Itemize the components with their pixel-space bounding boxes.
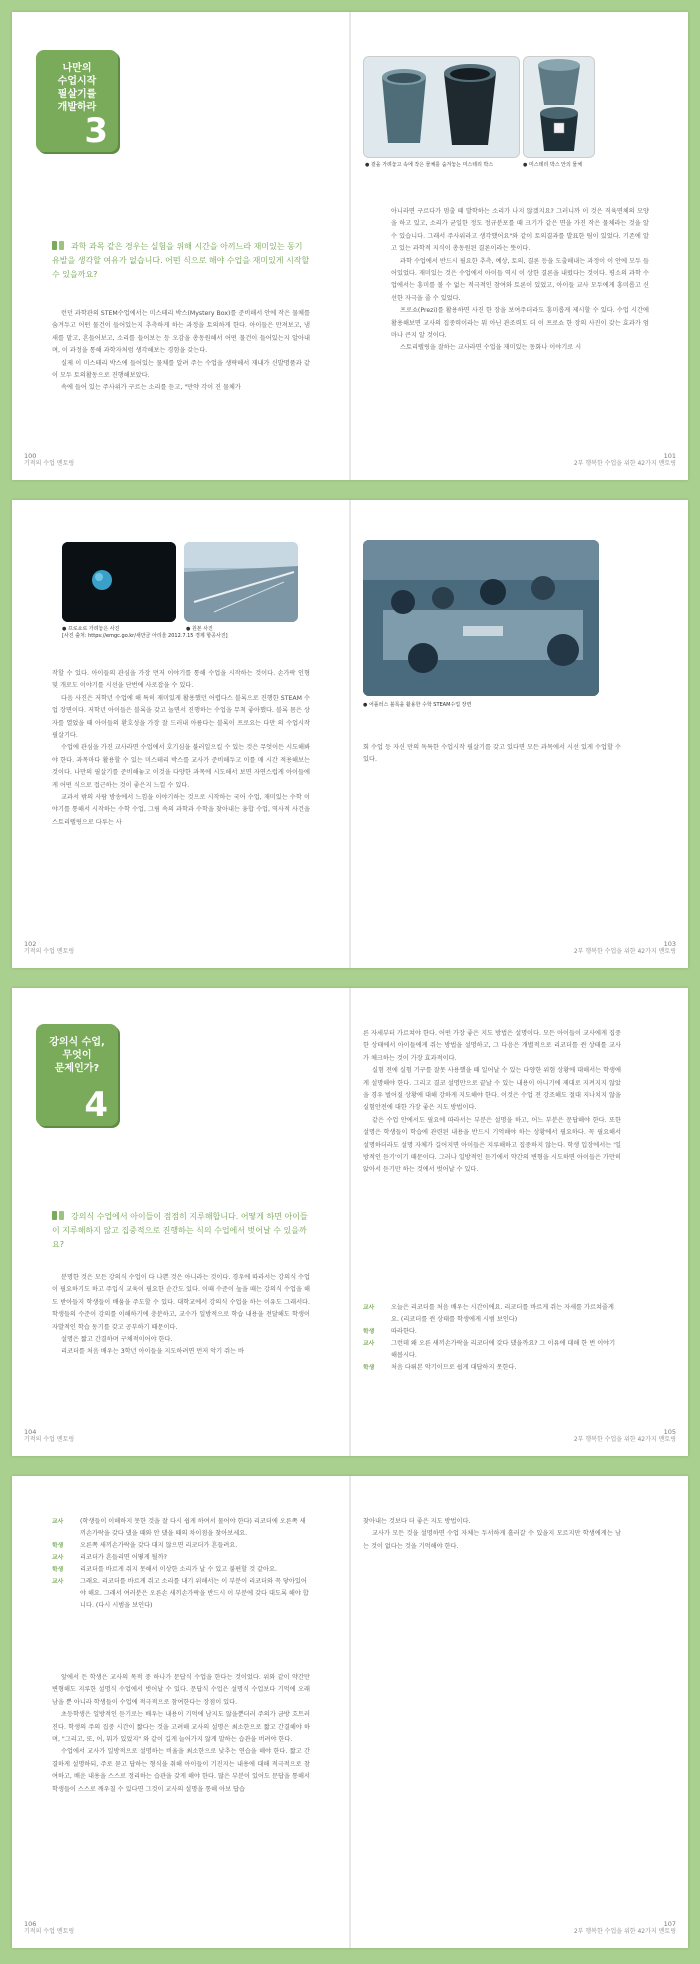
page-number: 103 [663,940,676,948]
page-103 [351,500,688,968]
paragraph: 교사가 모든 것을 설명하면 수업 자체는 두서하게 흘러갈 수 있을지 모르지만 학생에게는 남는 것이 없다는 것을 기억해야 한다. [363,1530,621,1550]
page-100 [12,12,349,480]
body-text [52,1672,310,1796]
prezi-masked-photo [62,542,176,622]
page-105 [351,988,688,1456]
page-102 [12,500,349,968]
spread-3 [12,988,688,1456]
photo-caption: ● 원본 사진 [186,626,213,632]
dialogue-line [363,1326,621,1338]
folio [24,940,74,956]
paragraph: 실제 이 미스테리 박스에 들어있는 물체를 알려 주는 수업을 생략해서 재내가 신발명품과 같이 모두 토의활동으로 진행해보았다. [52,359,310,380]
dialogue-text: 리코더가 흔들리면 어떻게 될까? [80,1554,167,1561]
dialogue-line [52,1552,310,1564]
running-head: 2부 행복한 수업을 위한 42가지 멘토링 [573,1436,676,1443]
spread-1 [12,12,688,480]
dialogue-block [363,1302,621,1374]
paragraph: 실험 전에 실험 기구를 잘못 사용했을 때 일어날 수 있는 다양한 위험 상황에 대해서는 학생에게 설명해야 한다. 그리고 결코 설명만으로 끝날 수 있는 내용이 아니기에 제대로 지켜지지 않았을 경우 벌어질 상황에 대해 강하게 지도해야 한다. 이것은 수업 전 강조해도 절대 지나치지 않을 실험안전에 대한 가장 좋은 지도 방법이다. [363,1067,621,1112]
question-mark-icon [52,241,67,250]
dialogue-line [363,1338,621,1362]
lead-question [52,1210,310,1252]
speaker-label: 학생 [52,1543,64,1549]
chapter-number: 4 [84,1085,108,1125]
running-head: 기적의 수업 멘토링 [24,1436,75,1443]
paragraph: 설명은 짧고 간결하며 구체적이어야 한다. [61,1336,173,1344]
dialogue-text: (학생들이 이해하지 못한 것을 잘 다시 쉽게 하여서 물어야 한다) 리코더에 오른쪽 새끼손가락을 갖다 댔을 때와 안 댔을 때의 차이점을 찾아보세요. [80,1518,306,1537]
page-number: 105 [663,1428,676,1436]
photo-caption: ● 미스테리 박스 안의 물체 [523,162,583,168]
paragraph: 수업에 관심을 가진 교사라면 수업에서 호기심을 불러일으킬 수 있는 것은 무엇이든 시도해봐야 한다. 과목마다 활용할 수 있는 미스테리 박스를 교사가 준비해두고 이를 매 시간 적용해보는 것이다. 나만의 필살기를 준비해놓고 이것을 다양한 과목에 시도해서 보면 자연스럽게 아이들에게 어떤 식으로 접근하는 것이 좋은지 느낄 수 있다. [52,744,310,789]
spread-2 [12,500,688,968]
paragraph: 프로쇼(Prezi)를 활용하면 사진 한 장을 보여주더라도 흥미롭게 제시할 수 있다. 수업 시간에 활용해보면 교사의 집중력이라는 뭐 아닌 관조력도 더 이 프로쇼 한 장의 사진이 갖는 효과가 엄마나 큰지 알 것이다. [391,307,649,340]
dialogue-block [52,1516,310,1612]
chapter-title: 강의식 수업, 무엇이 문제인가? [49,1037,105,1074]
body-text [363,1028,621,1177]
page-107 [351,1476,688,1948]
paragraph: 작할 수 있다. 아이들의 관심을 가장 먼저 이야기를 통해 수업을 시작하는 것이다. 손가락 인형 및 개로도 이야기를 시선을 단번에 사로잡을 수 있다. [52,670,310,690]
paragraph: 찾아내는 것보다 더 좋은 지도 방법이다. [363,1518,471,1525]
speaker-label: 교사 [52,1519,64,1525]
photo-caption: ● 겉을 가려놓고 속에 작은 물체를 숨겨놓는 미스테리 박스 [365,162,494,168]
folio [574,452,676,468]
original-aerial-photo [184,542,298,622]
chapter-number: 3 [84,111,108,151]
body-text [391,206,649,355]
page-number: 102 [24,940,37,948]
dialogue-line [52,1564,310,1576]
folio [24,452,74,468]
folio [24,1920,74,1936]
spread-4 [12,1476,688,1948]
running-head: 기적의 수업 멘토링 [24,460,75,467]
chapter-badge [36,50,118,152]
body-text [52,668,310,829]
lead-question-text: 과학 과목 같은 경우는 실험을 위해 시간을 아끼느라 재미있는 동기 유발을 생각할 여유가 없습니다. 어떤 식으로 해야 수업을 재미있게 시작할 수 있을까요? [52,242,310,279]
speaker-label: 학생 [363,1329,375,1335]
folio [574,1920,676,1936]
page-number: 104 [24,1428,37,1436]
folio [24,1428,74,1444]
page-number: 106 [24,1920,37,1928]
folio [574,940,676,956]
photo-caption: ● 어플러스 블록을 활용한 수학 STEAM수업 장면 [363,702,472,708]
speaker-label: 교사 [363,1341,375,1347]
paragraph: 초등학생은 일방적인 듣기로는 배우는 내용이 기억에 남지도 않을뿐더러 주의가 금방 흐트러진다. 학생의 주의 집중 시간이 짧다는 것을 고려해 교사의 설명은 최소한으로 짧고 간결해야 하며, "그리고, 또, 어, 뭐가 있었지" 와 같이 길게 늘어가지 않게 말하는 습관을 버려야 한다. [52,1711,310,1744]
paragraph: 수업에서 교사가 일방적으로 설명하는 비율을 최소한으로 낮추는 연습을 해야 한다. 짧고 간결하게 설명하되, 주로 묻고 답하는 형식을 취해 아이들이 기진지는 내용에 대해 적극적으로 참여하고, 배운 내용을 스스로 정리하는 습관을 갖게 해야 한다. 많은 부분이 있어도 문답을 통해서 학생들이 스스로 깨우칠 수 있다면 그것이 교사의 설명을 통해 아보 답습 [52,1748,310,1793]
lead-question [52,240,310,282]
page-101 [351,12,688,480]
speaker-label: 학생 [52,1567,64,1573]
dialogue-line [363,1362,621,1374]
classroom-photo [363,540,599,696]
paragraph: 스토리텔링을 잘하는 교사라면 수업을 재미있는 동화나 이야기로 시 [400,344,582,352]
dialogue-text: 오늘은 리코더를 처음 배우는 시간이에요. 리코더를 바르게 쥐는 자세를 가르쳐줄게요. (리코더를 쥔 상태를 학생에게 시범 보인다) [391,1304,614,1323]
paragraph: 교과서 밖의 사람 방송에서 느낌을 이야기하는 것으로 시작하는 국어 수업, 재미있는 수학 이야기를 통해서 시작하는 수학 수업, 그림 속의 과학과 수학을 찾아내는 융합 수업, 역사적 사건을 스토리텔링으로 다루는 사 [52,794,310,826]
page-106 [12,1476,349,1948]
dialogue-text: 처음 다뤄본 악기이므로 쉽게 대답하지 못한다. [391,1364,517,1371]
paragraph: 과학 수업에서 반드시 필요한 추측, 예상, 토의, 결론 등을 도출해내는 과정이 이 안에 모두 들어있었다. 재미있는 것은 수업에서 아이들 역시 이 상한 결론을 내렸다는 것이다. 평소의 과학 수업에서는 흥미를 볼 수 없는 적극적인 참여와 토론이 있었고, 아이들 교사 모두에게 흥미롭고 신선한 자극을 줄 수 있었다. [391,257,649,302]
speaker-label: 교사 [52,1555,64,1561]
paragraph: 회 수업 등 자신 만의 독특한 수업시작 필살기를 갖고 있다면 모든 과목에서 시선 있게 수업할 수 있다. [363,744,621,764]
photo-caption: ● 프로쇼로 가려놓은 사진 [사진 출처: https://emgc.go.kr/새만금 아리울 2012.7.15 경제 항공사진] [62,626,228,639]
mystery-box-photo [363,56,520,158]
dialogue-text: 리코더를 바르게 쥐지 못해서 이상한 소리가 날 수 있고 불편할 것 같아요. [80,1566,277,1573]
page-number: 100 [24,452,37,460]
paragraph: 속에 들어 있는 주사위가 구르는 소리를 듣고, "만약 각이 진 물체가 [61,384,241,392]
dialogue-line [52,1516,310,1540]
dialogue-text: 그래요. 리코더를 바르게 쥐고 소리를 내기 위해서는 이 부분이 리코더와 꼭 닿아있어야 해요. 그래서 여러분은 오른손 새끼손가락을 반드시 이 부분에 갖다 대도록 해야 합니다. (다시 시범을 보인다) [80,1578,309,1609]
dialogue-text: 따라한다. [391,1328,417,1335]
body-text [363,742,621,767]
running-head: 기적의 수업 멘토링 [24,948,75,955]
folio [574,1428,676,1444]
dialogue-line [52,1576,310,1612]
body-text [52,308,310,395]
paragraph: 런던 과학관의 STEM수업에서는 미스테리 박스(Mystery Box)를 준비해서 안에 작은 물체를 숨겨두고 어떤 물건이 들어있는지 추측하게 하는 과정을 토의하게 한다. 아이들은 만져보고, 냄새를 맡고, 흔들어보고, 소리를 들어보는 등 오감을 총동원해서 어떤 물건이 들어있는지 알아내며, 이 과정을 통해 과학자처럼 생각해보는 경험을 갖는다. [52,310,310,355]
speaker-label: 학생 [363,1365,375,1371]
paragraph: 다음 사진은 저학년 수업에 해 특히 재미있게 활용했던 어렵다스 블록으로 진행한 STEAM 수업 장면이다. 저학년 아이들은 블록을 갖고 놀면서 진행하는 수업을 무척 좋아했다. 블록 몸은 상자를 열었을 때 아이들의 환호성을 가장 잘 드러내 아름다는 블록이 프로요는 다만 의 수업시작 필살기다. [52,694,310,740]
speaker-label: 교사 [363,1305,375,1311]
running-head: 2부 행복한 수업을 위한 42가지 멘토링 [573,460,676,467]
body-text [52,1272,310,1359]
dialogue-text: 오른쪽 새끼손가락을 갖다 대지 않으면 리코더가 흔들려요. [80,1542,238,1549]
paragraph: 앞에서 든 학생은 교사의 목적 중 하나가 문답식 수업을 한다는 것이었다. 위와 같이 약간만 변형해도 지루한 설명식 수업에서 벗어날 수 있다. 문답식 수업은 설명식 수업보다 기억에 오래 남을 뿐 아니라 학생들이 수업에 적극적으로 참여한다는 장점이 있다. [52,1674,310,1706]
question-mark-icon [52,1211,67,1220]
mystery-box-inside-photo [523,56,595,158]
body-text [363,1516,621,1553]
running-head: 2부 행복한 수업을 위한 42가지 멘토링 [573,1928,676,1935]
paragraph: 아니라면 구르다가 멈출 때 발학하는 소리가 나지 않겠지요? 그러니까 이 것은 직육면체의 모양을 하고 있고, 소리가 균일한 정도 정규분포를 때 크기가 같은 면을 가진 작은 물체라는 것을 알 수 있습니다. 그래서 주사위라고 생각했어요"와 같이 토의결과를 발표한 팀이 있었다. 기존에 알고 있는 과학적 지식이 총동원된 결론이라는 뜻이다. [391,208,649,253]
chapter-title: 나만의 수업시작 필살기를 개발하라 [57,63,97,113]
page-number: 101 [663,452,676,460]
paragraph: 른 자세부터 가르쳐야 한다. 어떤 가장 좋은 지도 방법은 설명이다. 모든 아이들이 교사에게 집중한 상태에서 아이들에게 쥐는 방법을 설명하고, 그 다음은 개별적으로 리코더를 쥔 상태를 교사가 체크하는 것이 가장 효과적이다. [363,1030,621,1062]
paragraph: 분명한 것은 모든 강의식 수업이 다 나쁜 것은 아니라는 것이다. 경우에 따라서는 강의식 수업이 필요하기도 하고 주입식 교육이 필요한 순간도 있다. 이때 수준이 높을 때는 강의식 수업을 해도 받아들지 학생들이 배움을 주도할 수 있다. 대학교에서 강의식 수업을 하는 이유도 그래서다. 학생들의 수준이 강의를 이해하기에 충분하고, 교수가 일방적으로 학습 내용을 전달해도 학생이 자발적인 학습 동기를 갖고 공부하기 때문이다. [52,1274,310,1331]
dialogue-line [52,1540,310,1552]
running-head: 2부 행복한 수업을 위한 42가지 멘토링 [573,948,676,955]
page-104 [12,988,349,1456]
chapter-badge [36,1024,118,1126]
page-number: 107 [663,1920,676,1928]
lead-question-text: 강의식 수업에서 아이들이 점점히 지루해합니다. 어떻게 하면 아이들이 지루해하지 않고 집중적으로 진행하는 식의 수업에서 벗어날 수 있을까요? [52,1212,308,1249]
speaker-label: 교사 [52,1579,64,1585]
paragraph: 리코더를 처음 배우는 3학년 아이들을 지도하려면 먼저 악기 쥐는 바 [61,1348,245,1356]
dialogue-text: 그런데 왜 오른 새끼손가락을 리코더에 갖다 댔을까요? 그 이유에 대해 한 번 이야기해봅시다. [391,1340,616,1359]
dialogue-line [363,1302,621,1326]
paragraph: 같은 수업 안에서도 필요에 따라서는 부분은 설명을 하고, 어느 부분은 문답해야 한다. 또한 설명은 학생들이 학습에 관련된 내용을 반드시 기억해야 하는 상황에서 필요하다. 꼭 필요해서 설명하더라도 설명 자체가 길어지면 아이들은 지루해하고 집중하지 않는다. 학생 입장에서는 '일방적인 듣기'이기 때문이다. 그러나 일방적인 듣기에서 약간의 변형을 시도하면 아이들은 가만히 앉아서 듣기만 하는 것에서 벗어날 수 있다. [363,1116,621,1174]
running-head: 기적의 수업 멘토링 [24,1928,75,1935]
